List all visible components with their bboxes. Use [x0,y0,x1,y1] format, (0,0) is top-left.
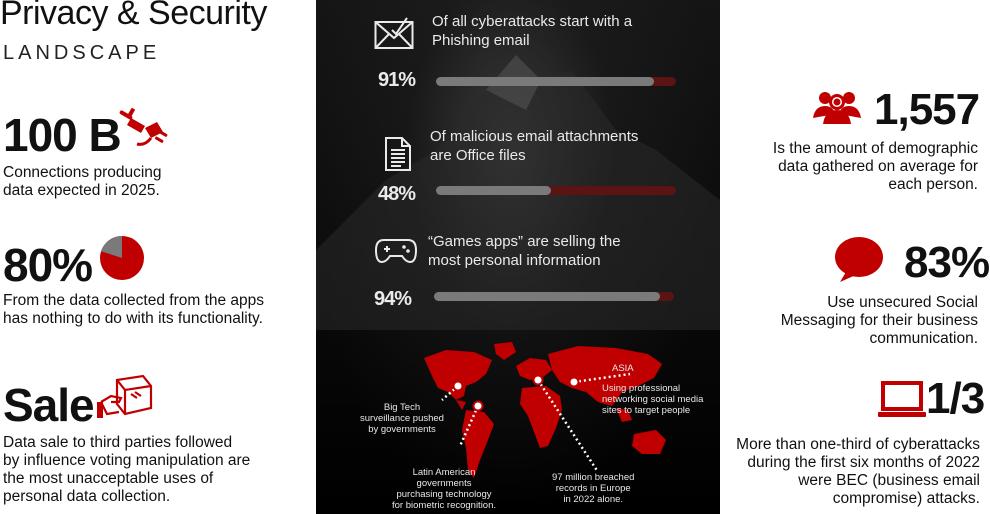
stat-sale-description: Data sale to third parties followed by influence voting manipulation are the most unacceptable uses of personal data collection. [3,434,251,505]
map-label-big-tech: Big Tech surveillance pushed by governments [360,402,444,435]
map-label-latam: Latin American governments purchasing technology for biometric recognition. [392,467,497,511]
plug-icon [117,108,169,153]
laptop-icon [878,380,926,425]
stat-bec-value: 1/3 [926,374,985,423]
phishing-progress-bar [436,77,676,86]
map-label-asia-title: ASIA [612,363,634,374]
stat-phishing-percent: 91% [378,69,416,91]
envelope-icon [374,16,414,55]
stat-games-percent: 94% [374,288,412,310]
stat-messaging-description: Use unsecured Social Messaging for their business communication. [780,294,978,347]
center-panel [316,0,720,514]
stat-demographic-value: 1,557 [874,85,980,134]
stat-sale-value: Sale [3,379,94,431]
page-title: Privacy & Security [0,0,267,32]
stat-apps-value: 80% [3,239,93,291]
map-label-europe: 97 million breached records in Europe in 2022 alone. [552,472,635,505]
chat-bubble-icon [832,236,884,289]
pie-chart-icon [97,234,147,287]
attachments-progress-fill [436,186,551,195]
games-progress-fill [434,292,660,301]
stat-connections-value: 100 B [3,109,121,161]
phishing-progress-fill [436,77,654,86]
stat-connections-description: Connections producing data expected in 2025. [3,164,162,199]
stat-phishing-text: Of all cyberattacks start with a Phishing email [432,13,633,49]
stat-games-text: “Games apps” are selling the most personal information [428,233,621,269]
map-label-asia: Using professional networking social media sites to target people [602,383,704,416]
stat-attachments-text: Of malicious email attachments are Office files [430,128,639,164]
stat-attachments-percent: 48% [378,183,416,205]
stat-apps-description: From the data collected from the apps has nothing to do with its functionality. [3,292,265,327]
people-icon [811,88,863,131]
stat-messaging-value: 83% [904,238,990,287]
games-progress-bar [434,292,674,301]
page-subtitle: LANDSCAPE [3,42,161,64]
attachments-progress-bar [436,186,676,195]
stat-bec-description: More than one-third of cyberattacks during the first six months of 2022 were BEC (business email compromise) attacks. [736,436,980,507]
document-icon [384,136,412,177]
gamepad-icon [374,236,418,269]
stat-demographic-description: Is the amount of demographic data gathered on average for each person. [772,140,978,193]
sale-hand-box-icon [97,372,155,427]
